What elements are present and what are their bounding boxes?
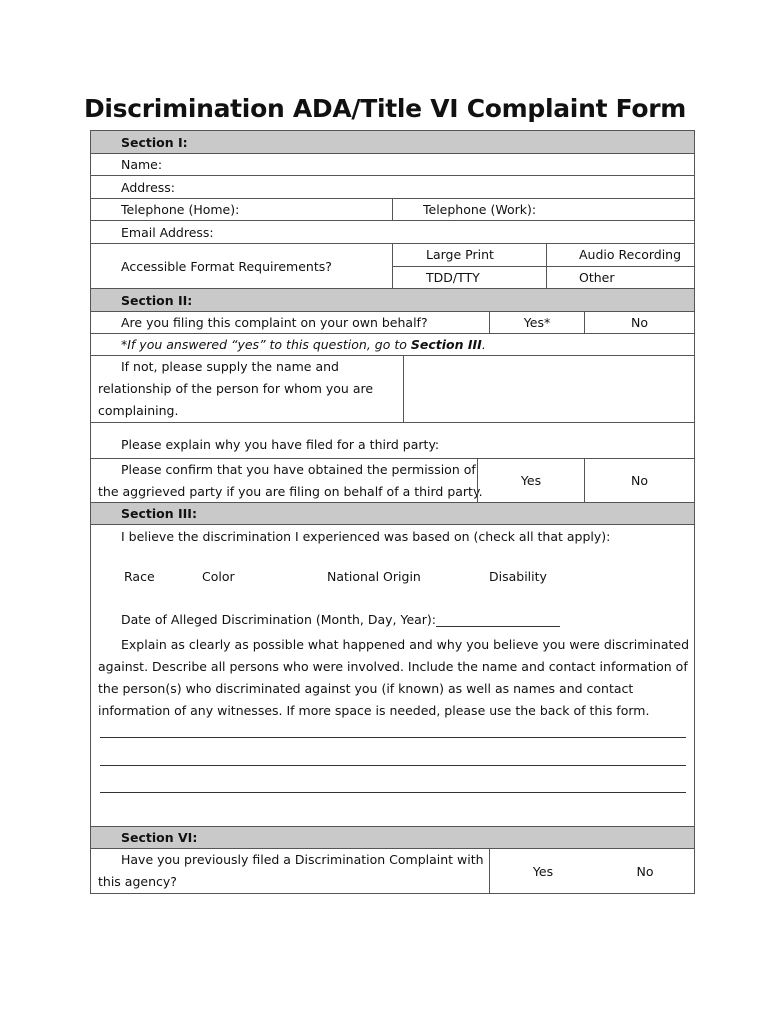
previous-complaint-row: [91, 849, 694, 893]
section-2-header: Section II:: [121, 292, 193, 308]
previous-complaint-no[interactable]: No: [636, 863, 654, 879]
form-title: Discrimination ADA/Title VI Complaint Form: [83, 94, 687, 123]
yes-note-section-ref: Section III: [410, 337, 482, 352]
section-6-header-row: [91, 827, 694, 849]
own-behalf-question: Are you filing this complaint on your own behalf?: [121, 315, 428, 330]
permission-question-line-2: the aggrieved party if you are filing on behalf of a third party.: [98, 484, 483, 499]
explain-line-2: against. Describe all persons who were involved. Include the name and contact information of: [98, 659, 688, 674]
third-party-name-row: [91, 356, 694, 423]
writing-line-1[interactable]: [100, 737, 686, 738]
writing-line-3[interactable]: [100, 792, 686, 793]
third-party-name-label-line-2: relationship of the person for whom you are: [98, 381, 374, 396]
telephone-row: [91, 199, 694, 221]
explain-instructions: [98, 634, 689, 722]
email-field[interactable]: Email Address:: [121, 224, 214, 240]
yes-note-prefix: *If you answered “yes” to this question, go to: [121, 337, 411, 352]
section-3-body: [91, 525, 694, 827]
option-tdd-tty[interactable]: TDD/TTY: [426, 270, 480, 285]
permission-row: [91, 459, 694, 503]
previous-complaint-line-2: this agency?: [98, 874, 177, 889]
date-row: [121, 612, 560, 627]
explain-line-1: Explain as clearly as possible what happened and why you believe you were discriminated: [121, 637, 690, 652]
accessible-format-options: [392, 244, 694, 288]
third-party-name-field[interactable]: [403, 356, 694, 422]
telephone-work-field[interactable]: Telephone (Work):: [392, 199, 694, 220]
address-field[interactable]: Address:: [121, 179, 175, 195]
section-6-header: Section VI:: [121, 830, 198, 845]
writing-line-2[interactable]: [100, 765, 686, 766]
permission-no[interactable]: No: [584, 459, 694, 502]
basis-color[interactable]: Color: [202, 569, 235, 584]
option-other[interactable]: Other: [579, 270, 615, 285]
date-label: Date of Alleged Discrimination (Month, Day, Year):: [121, 612, 437, 627]
own-behalf-row: [91, 312, 694, 334]
basis-national-origin[interactable]: National Origin: [327, 569, 421, 584]
section-3-header-row: [91, 503, 694, 525]
name-row: [91, 154, 694, 176]
permission-question: [98, 459, 483, 503]
complaint-form: [90, 130, 695, 894]
section-1-header-row: [91, 131, 694, 154]
basis-instruction: I believe the discrimination I experienced was based on (check all that apply):: [121, 529, 611, 544]
section-2-header-row: [91, 289, 694, 312]
email-row: [91, 221, 694, 244]
yes-note-suffix: .: [481, 337, 486, 352]
previous-complaint-question: [98, 849, 484, 893]
section-1-header: Section I:: [121, 134, 188, 150]
name-field[interactable]: Name:: [121, 157, 163, 172]
third-party-reason-field[interactable]: Please explain why you have filed for a third party:: [121, 437, 440, 452]
permission-yes[interactable]: Yes: [477, 459, 584, 502]
previous-complaint-line-1: Have you previously filed a Discrimination Complaint with: [121, 852, 484, 867]
yes-note: [91, 334, 694, 355]
basis-disability[interactable]: Disability: [489, 569, 547, 584]
permission-question-line-1: Please confirm that you have obtained the permission of: [121, 462, 476, 477]
previous-complaint-yes[interactable]: Yes: [489, 849, 596, 893]
third-party-reason-row: [91, 423, 694, 459]
accessible-format-row: [91, 244, 694, 289]
section-3-header: Section III:: [121, 506, 197, 521]
basis-race[interactable]: Race: [124, 569, 155, 584]
own-behalf-yes[interactable]: Yes*: [489, 312, 584, 333]
own-behalf-no[interactable]: No: [584, 312, 694, 333]
address-row: [91, 176, 694, 199]
third-party-name-label: [98, 356, 373, 422]
telephone-home-field[interactable]: Telephone (Home):: [121, 202, 240, 217]
third-party-name-label-line-3: complaining.: [98, 403, 179, 418]
accessible-format-label: Accessible Format Requirements?: [121, 258, 332, 274]
option-audio-recording[interactable]: Audio Recording: [579, 247, 682, 262]
yes-note-row: [91, 334, 694, 356]
option-large-print[interactable]: Large Print: [426, 247, 494, 262]
explain-line-3: the person(s) who discriminated against you (if known) as well as names and contact: [98, 681, 634, 696]
third-party-name-label-line-1: If not, please supply the name and: [121, 359, 339, 374]
date-input-line[interactable]: [436, 612, 560, 627]
explain-line-4: information of any witnesses. If more space is needed, please use the back of this form.: [98, 703, 650, 718]
